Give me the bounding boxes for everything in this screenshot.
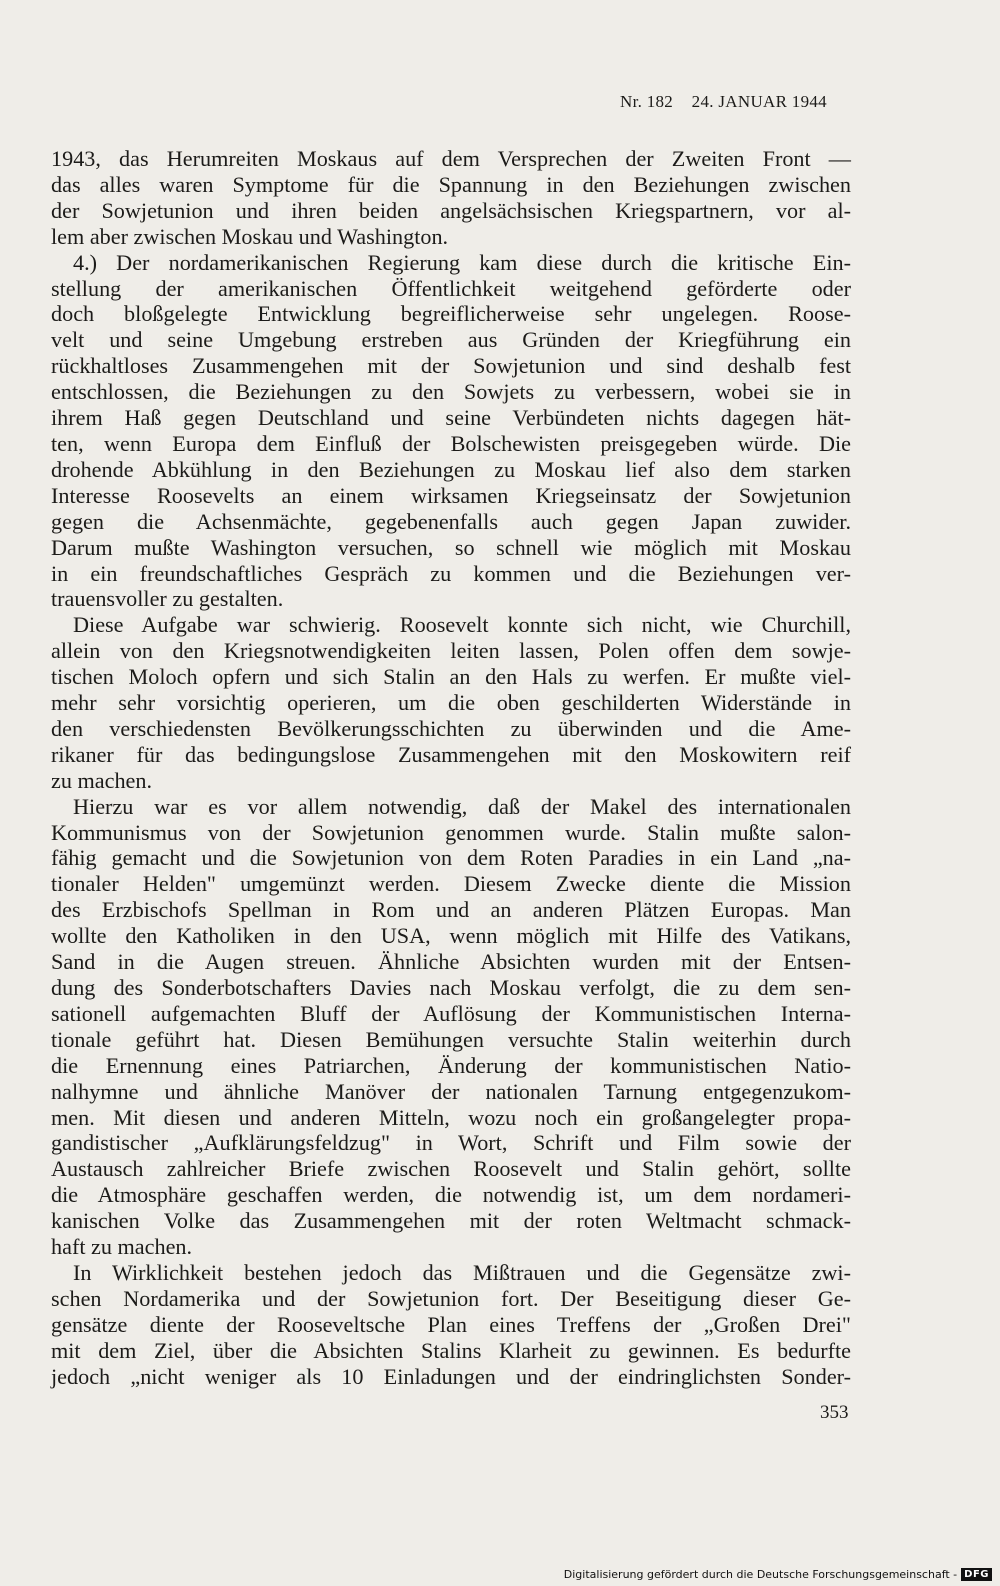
document-date: 24. JANUAR 1944	[691, 92, 827, 111]
text-line: mit dem Ziel, über die Absichten Stalins Klarheit zu gewinnen. Es bedurfte	[51, 1337, 851, 1363]
text-line: Interesse Roosevelts an einem wirksamen Kriegseinsatz der Sowjetunion	[51, 482, 851, 508]
dfg-logo-icon: DFG	[961, 1568, 992, 1581]
page-header	[620, 92, 860, 112]
text-line: nalhymne und ähnliche Manöver der nationalen Tarnung entgegenzukom-	[51, 1078, 851, 1104]
text-line: das alles waren Symptome für die Spannung in den Beziehungen zwischen	[51, 171, 851, 197]
text-line: In Wirklichkeit bestehen jedoch das Mißtrauen und die Gegensätze zwi-	[73, 1259, 851, 1285]
text-line: die Atmosphäre geschaffen werden, die notwendig ist, um dem nordameri-	[51, 1182, 851, 1208]
text-line: in ein freundschaftliches Gespräch zu kommen und die Beziehungen ver-	[51, 560, 851, 586]
text-line: 1943, das Herumreiten Moskaus auf dem Versprechen der Zweiten Front —	[51, 146, 851, 171]
text-line: 4.) Der nordamerikanischen Regierung kam diese durch die kritische Ein-	[73, 249, 851, 275]
text-line: gandistischer „Aufklärungsfeldzug" in Wort, Schrift und Film sowie der	[51, 1130, 851, 1156]
text-line: trauensvoller zu gestalten.	[51, 586, 284, 612]
text-line: mehr sehr vorsichtig operieren, um die oben geschilderten Widerstände in	[51, 690, 851, 716]
body-text	[51, 146, 851, 1390]
text-line: tionale geführt hat. Diesen Bemühungen versuchte Stalin weiterhin durch	[51, 1026, 851, 1052]
text-line: drohende Abkühlung in den Beziehungen zu Moskau lief also dem starken	[51, 456, 851, 482]
text-line: dung des Sonderbotschafters Davies nach Moskau verfolgt, die zu dem sen-	[51, 975, 851, 1000]
text-line: lem aber zwischen Moskau und Washington.	[51, 223, 449, 249]
text-line: schen Nordamerika und der Sowjetunion fort. Der Beseitigung dieser Ge-	[51, 1285, 851, 1311]
digitization-footer	[564, 1568, 992, 1581]
text-line: tischen Moloch opfern und sich Stalin an den Hals zu werfen. Er mußte viel-	[51, 664, 851, 690]
text-line: Darum mußte Washington versuchen, so schnell wie möglich mit Moskau	[51, 534, 851, 560]
document-number: Nr. 182	[620, 92, 674, 111]
footer-text: Digitalisierung gefördert durch die Deutsche Forschungsgemeinschaft -	[563, 1568, 958, 1581]
text-line: die Ernennung eines Patriarchen, Änderung der kommunistischen Natio-	[51, 1052, 851, 1078]
text-line: den verschiedensten Bevölkerungsschichten zu überwinden und die Ame-	[51, 715, 851, 741]
text-line: Diese Aufgabe war schwierig. Roosevelt konnte sich nicht, wie Churchill,	[73, 612, 851, 638]
text-line: rückhaltloses Zusammengehen mit der Sowjetunion und sind deshalb fest	[51, 353, 851, 379]
text-line: entschlossen, die Beziehungen zu den Sowjets zu verbessern, wobei sie in	[51, 379, 851, 405]
text-line: wollte den Katholiken in den USA, wenn möglich mit Hilfe des Vatikans,	[51, 923, 851, 949]
text-line: gensätze diente der Rooseveltsche Plan eines Treffens der „Großen Drei"	[51, 1311, 851, 1337]
text-line: tionaler Helden" umgemünzt werden. Diesem Zwecke diente die Mission	[51, 871, 851, 897]
text-line: ihrem Haß gegen Deutschland und seine Verbündeten nichts dagegen hät-	[51, 405, 851, 431]
text-line: doch bloßgelegte Entwicklung begreiflicherweise sehr ungelegen. Roose-	[51, 301, 851, 327]
text-line: velt und seine Umgebung erstreben aus Gründen der Kriegführung ein	[51, 327, 851, 353]
text-line: Austausch zahlreicher Briefe zwischen Roosevelt und Stalin gehört, sollte	[51, 1156, 851, 1182]
text-line: jedoch „nicht weniger als 10 Einladungen und der eindringlichsten Sonder-	[51, 1363, 851, 1389]
text-line: ten, wenn Europa dem Einfluß der Bolschewisten preisgegeben würde. Die	[51, 430, 851, 456]
text-line: fähig gemacht und die Sowjetunion von dem Roten Paradies in ein Land „na-	[51, 845, 851, 871]
text-line: der Sowjetunion und ihren beiden angelsächsischen Kriegspartnern, vor al-	[51, 197, 851, 223]
text-line: allein von den Kriegsnotwendigkeiten leiten lassen, Polen offen dem sowje-	[51, 638, 851, 664]
text-line: zu machen.	[51, 767, 153, 793]
text-line: rikaner für das bedingungslose Zusammengehen mit den Moskowitern reif	[51, 741, 851, 767]
text-line: gegen die Achsenmächte, gegebenenfalls auch gegen Japan zuwider.	[51, 508, 851, 534]
text-line: kanischen Volke das Zusammengehen mit der roten Weltmacht schmack-	[51, 1208, 851, 1234]
text-line: des Erzbischofs Spellman in Rom und an anderen Plätzen Europas. Man	[51, 897, 851, 923]
text-line: haft zu machen.	[51, 1234, 193, 1260]
text-line: Kommunismus von der Sowjetunion genommen wurde. Stalin mußte salon-	[51, 819, 851, 845]
text-line: sationell aufgemachten Bluff der Auflösung der Kommunistischen Interna-	[51, 1000, 851, 1026]
text-line: men. Mit diesen und anderen Mitteln, wozu noch ein großangelegter propa-	[51, 1104, 851, 1130]
text-line: stellung der amerikanischen Öffentlichkeit weitgehend geförderte oder	[51, 275, 851, 301]
text-line: Sand in die Augen streuen. Ähnliche Absichten wurden mit der Entsen-	[51, 949, 851, 975]
text-line: Hierzu war es vor allem notwendig, daß der Makel des internationalen	[73, 793, 851, 819]
page-number: 353	[820, 1402, 849, 1423]
